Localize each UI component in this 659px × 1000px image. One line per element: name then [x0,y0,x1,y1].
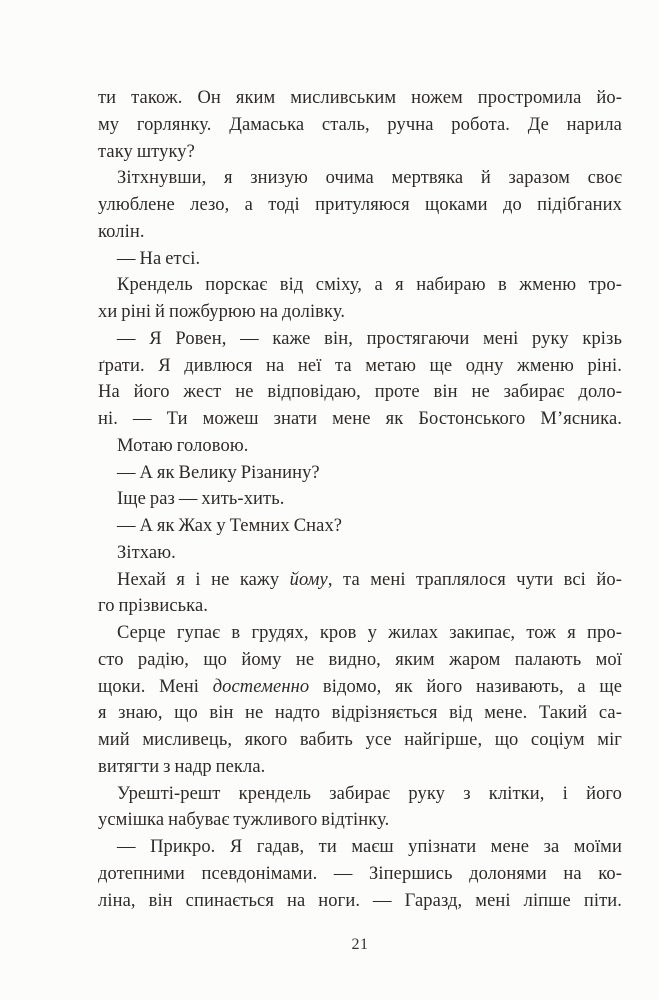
body-text: — Прикро. Я гадав, ти маєш упізнати мене за моїми [117,837,622,857]
italic-text: достеменно [212,676,310,697]
body-text: мий мисливець, якого вабить усе найгірше, що соціум міг [98,730,622,750]
text-line [98,219,622,246]
body-text: На його жест не відповідаю, проте він не забирає доло- [98,382,622,403]
body-text: хи ріні й пожбурюю на долівку. [98,302,346,322]
body-text: витягти з надр пекла. [98,756,266,777]
text-line [98,754,622,781]
text-line [98,620,622,647]
body-text: відомо, як його називають, а ще [309,676,622,697]
text-line [98,540,622,567]
text-line [98,807,622,834]
body-text: Урешті-решт крендель забирає руку з клітки, і його [117,783,622,804]
text-line [98,834,622,861]
body-text: — А як Велику Різанину? [117,462,320,483]
body-text: колін. [98,221,145,242]
body-text: дотепними псевдонімами. — Зіпершись долонями на ко- [98,863,622,884]
text-column [98,85,622,914]
body-text: усмішка набуває тужливого відтінку. [98,810,390,831]
text-line [98,567,622,594]
body-text: щоки. Мені [98,676,213,697]
text-line [98,700,622,727]
text-line [98,647,622,674]
body-text: я знаю, що він не надто відрізняється від мене. Такий са- [98,703,622,724]
text-line [98,272,622,299]
text-line [98,326,622,353]
body-text: Серце гупає в грудях, кров у жилах закипає, тож я про- [117,623,622,643]
text-line [98,139,622,166]
page-number: 21 [351,936,369,953]
body-text: сто радію, що йому не видно, яким жаром палають мої [98,649,622,670]
text-line [98,353,622,380]
text-line [98,513,622,540]
body-text: Зітхнувши, я знизую очима мертвяка й заразом своє [117,168,622,189]
text-line [98,888,622,915]
body-text: — А як Жах у Темних Снах? [117,516,343,536]
text-line [98,379,622,406]
body-text: — На етсі. [117,248,201,269]
body-text: Нехай я і не кажу [117,569,290,590]
text-line [98,406,622,433]
body-text: таку штуку? [98,141,195,162]
text-line [98,674,622,701]
text-line [98,727,622,754]
text-line [98,781,622,808]
body-text: Крендель порскає від сміху, а я набираю в жменю тро- [117,275,622,296]
italic-text: йому [289,569,328,590]
text-line [98,593,622,620]
body-text: ґрати. Я дивлюся на неї та метаю ще одну жменю ріні. [98,355,622,376]
text-line [98,85,622,112]
text-line [98,433,622,460]
body-text: , та мені траплялося чути всі йо- [327,569,622,590]
body-text: му горлянку. Дамаська сталь, ручна робота. Де нарила [98,114,622,135]
body-text: Іще раз — хить-хить. [117,489,285,510]
body-text: улюблене лезо, а тоді притуляюся щоками до підібганих [98,195,622,215]
text-line [98,112,622,139]
text-line [98,861,622,888]
body-text: ти також. Он яким мисливським ножем простромила йо- [98,88,622,108]
body-text: — Я Ровен, — каже він, простягаючи мені руку крізь [117,328,622,349]
text-line [98,165,622,192]
text-line [98,192,622,219]
text-line [98,299,622,326]
text-line [98,460,622,487]
body-text: Мотаю головою. [117,435,249,456]
text-line [98,486,622,513]
body-text: ліна, він спинається на ноги. — Гаразд, мені ліпше піти. [98,890,622,911]
body-text: Зітхаю. [117,542,176,563]
body-text: го прізвиська. [98,596,209,617]
body-text: ні. — Ти можеш знати мене як Бостонського М’ясника. [98,409,622,429]
text-line [98,246,622,273]
